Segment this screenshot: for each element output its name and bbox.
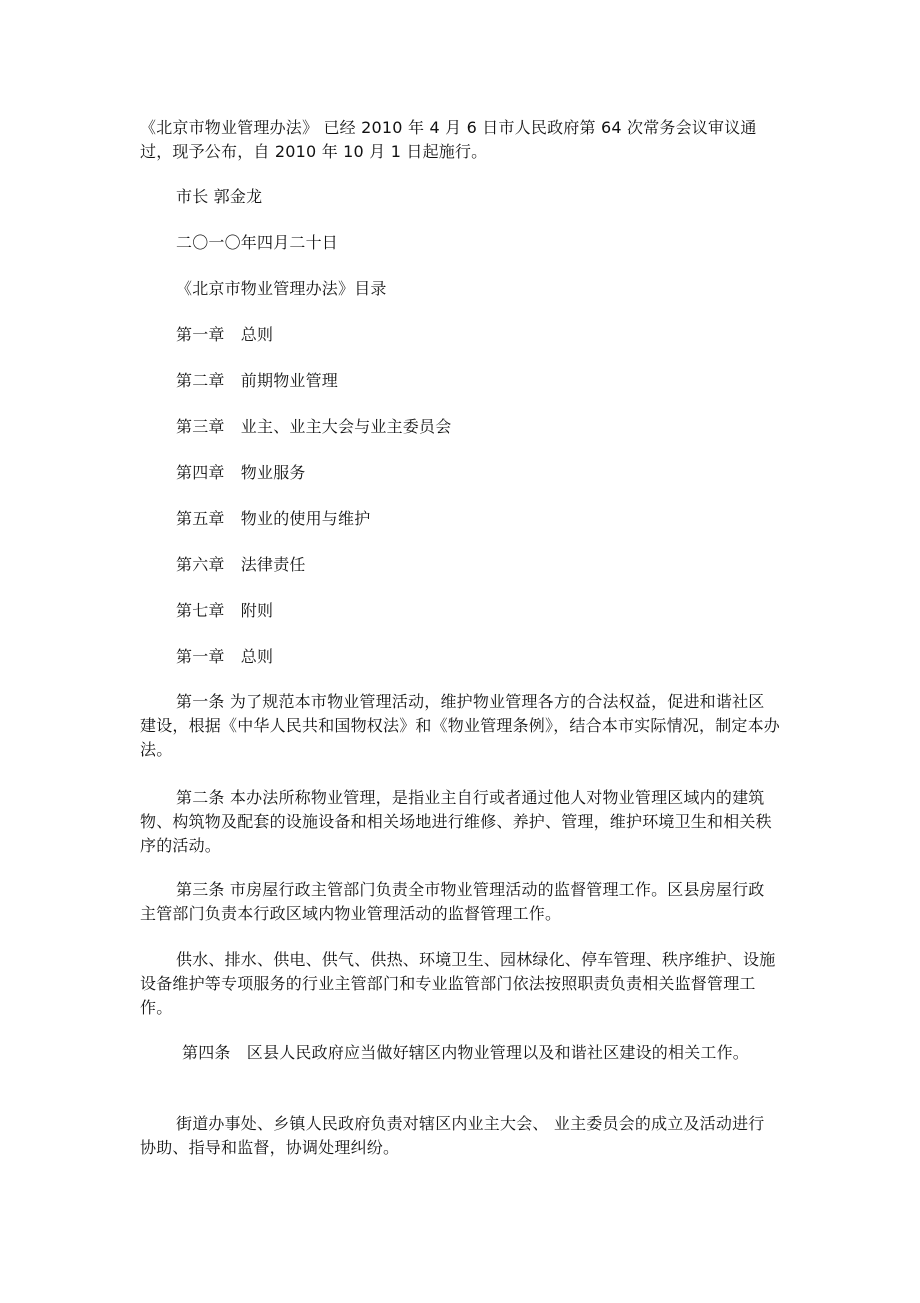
toc-item: 第四章 物业服务: [176, 463, 306, 482]
article-paragraph: 第二条 本办法所称物业管理，是指业主自行或者通过他人对物业管理区域内的建筑物、构筑物及配套的设施设备和相关场地进行维修、养护、管理，维护环境卫生和相关秩序的活动。: [140, 788, 772, 855]
article-paragraph: 街道办事处、乡镇人民政府负责对辖区内业主大会、 业主委员会的成立及活动进行协助、指导和监督，协调处理纠纷。: [140, 1114, 765, 1157]
mayor-signature: 市长 郭金龙: [176, 187, 263, 206]
toc-title: 《北京市物业管理办法》目录: [176, 279, 387, 298]
chapter-heading: 第一章 总则: [176, 647, 274, 666]
preamble-paragraph: 《北京市物业管理办法》 已经 2010 年 4 月 6 日市人民政府第 64 次常务会议审议通过，现予公布，自 2010 年 10 月 1 日起施行。: [140, 118, 757, 161]
toc-item: 第七章 附则: [176, 601, 274, 620]
toc-item: 第二章 前期物业管理: [176, 371, 339, 390]
article-paragraph: 第四条 区县人民政府应当做好辖区内物业管理以及和谐社区建设的相关工作。: [182, 1043, 750, 1062]
toc-item: 第三章 业主、业主大会与业主委员会: [176, 417, 452, 436]
toc-item: 第五章 物业的使用与维护: [176, 509, 371, 528]
toc-item: 第一章 总则: [176, 325, 274, 344]
article-paragraph: 供水、排水、供电、供气、供热、环境卫生、园林绿化、停车管理、秩序维护、设施设备维护等专项服务的行业主管部门和专业监管部门依法按照职责负责相关监督管理工作。: [140, 950, 776, 1017]
toc-item: 第六章 法律责任: [176, 555, 306, 574]
promulgation-date: 二〇一〇年四月二十日: [176, 233, 339, 252]
article-paragraph: 第一条 为了规范本市物业管理活动，维护物业管理各方的合法权益，促进和谐社区建设，根据《中华人民共和国物权法》和《物业管理条例》，结合本市实际情况，制定本办法。: [140, 692, 781, 759]
article-paragraph: 第三条 市房屋行政主管部门负责全市物业管理活动的监督管理工作。区县房屋行政主管部门负责本行政区域内物业管理活动的监督管理工作。: [140, 880, 765, 923]
